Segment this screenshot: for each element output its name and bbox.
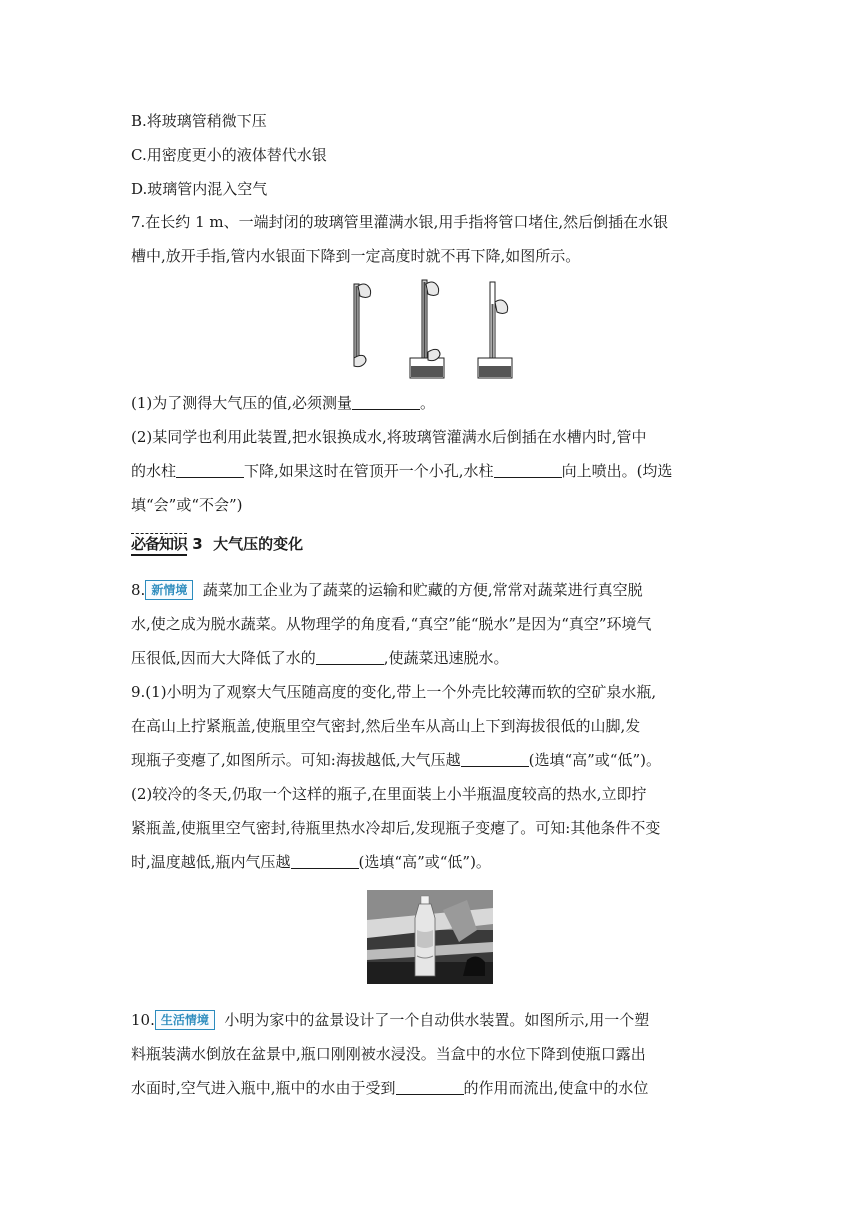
q10-number: 10. [131,1011,155,1029]
q7-text-line1: 7.在长约 1 m、一端封闭的玻璃管里灌满水银,用手指将管口堵住,然后倒插在水银 [131,213,669,231]
q8-line2: 水,使之成为脱水蔬菜。从物理学的角度看,“真空”能“脱水”是因为“真空”环境气 [131,615,652,633]
q8-text-3a: 压很低,因而大大降低了水的 [131,649,316,667]
q9-line3 [131,750,661,770]
q7-sub2-seg2: 下降,如果这时在管顶开一个小孔,水柱 [244,462,494,480]
q10-text-3b: 的作用而流出,使盒中的水位 [463,1079,649,1097]
section-number: 3 [192,535,203,553]
q7-sub1-end: 。 [420,394,436,412]
option-b: B.将玻璃管稍微下压 [131,112,267,130]
answer-blank[interactable] [176,462,244,478]
q7-sub2-line3: 填“会”或“不会”) [131,496,243,514]
q9-line6 [131,852,491,872]
q10-line1 [131,1010,649,1030]
section-heading [131,533,303,557]
option-c: C.用密度更小的液体替代水银 [131,146,327,164]
tube-settled [478,282,512,378]
q9-line4: (2)较冷的冬天,仍取一个这样的瓶子,在里面装上小半瓶温度较高的热水,立即拧 [131,785,647,803]
q8-text-1: 蔬菜加工企业为了蔬菜的运输和贮藏的方便,常常对蔬菜进行真空脱 [202,581,643,599]
q7-sub1 [131,393,435,413]
answer-blank[interactable] [316,649,384,665]
q7-sub2-line1: (2)某同学也利用此装置,把水银换成水,将玻璃管灌满水后倒插在水槽内时,管中 [131,428,647,446]
section-tag: 必备知识 [131,533,187,556]
torricelli-figure [340,278,520,382]
q7-text-line2: 槽中,放开手指,管内水银面下降到一定高度时就不再下降,如图所示。 [131,247,581,265]
answer-blank[interactable] [291,853,359,869]
tube-held-upright [354,284,371,367]
tube-inverting [410,280,444,378]
answer-blank[interactable] [461,751,529,767]
q7-sub1-text: (1)为了测得大气压的值,必须测量 [131,394,353,412]
q8-line1 [131,580,643,600]
q9-text-3b: (选填“高”或“低”)。 [528,751,661,769]
answer-blank[interactable] [494,462,562,478]
answer-blank[interactable] [396,1079,464,1095]
q10-line3 [131,1078,648,1098]
q10-text-1: 小明为家中的盆景设计了一个自动供水装置。如图所示,用一个塑 [224,1011,650,1029]
q7-sub2-line2 [131,461,672,481]
q8-text-3b: ,使蔬菜迅速脱水。 [383,649,509,667]
q9-line5: 紧瓶盖,使瓶里空气密封,待瓶里热水冷却后,发现瓶子变瘪了。可知:其他条件不变 [131,819,661,837]
q9-text-6a: 时,温度越低,瓶内气压越 [131,853,291,871]
bottle-icon [415,896,435,976]
q9-line1: 9.(1)小明为了观察大气压随高度的变化,带上一个外壳比较薄而软的空矿泉水瓶, [131,683,657,701]
q9-text-3a: 现瓶子变瘪了,如图所示。可知:海拔越低,大气压越 [131,751,461,769]
answer-blank[interactable] [352,394,420,410]
q7-sub2-seg1: 的水柱 [131,462,177,480]
section-title: 大气压的变化 [213,535,304,553]
q10-text-3a: 水面时,空气进入瓶中,瓶中的水由于受到 [131,1079,396,1097]
q8-line3 [131,648,509,668]
bottle-photo [367,890,493,984]
q7-sub2-seg3: 向上喷出。(均选 [561,462,673,480]
q9-line2: 在高山上拧紧瓶盖,使瓶里空气密封,然后坐车从高山上下到海拔很低的山脚,发 [131,717,641,735]
option-d: D.玻璃管内混入空气 [131,180,268,198]
new-context-tag: 新情境 [145,580,193,600]
q9-text-6b: (选填“高”或“低”)。 [358,853,491,871]
life-context-tag: 生活情境 [155,1010,215,1030]
q8-number: 8. [131,581,146,599]
q10-line2: 料瓶装满水倒放在盆景中,瓶口刚刚被水浸没。当盒中的水位下降到使瓶口露出 [131,1045,646,1063]
